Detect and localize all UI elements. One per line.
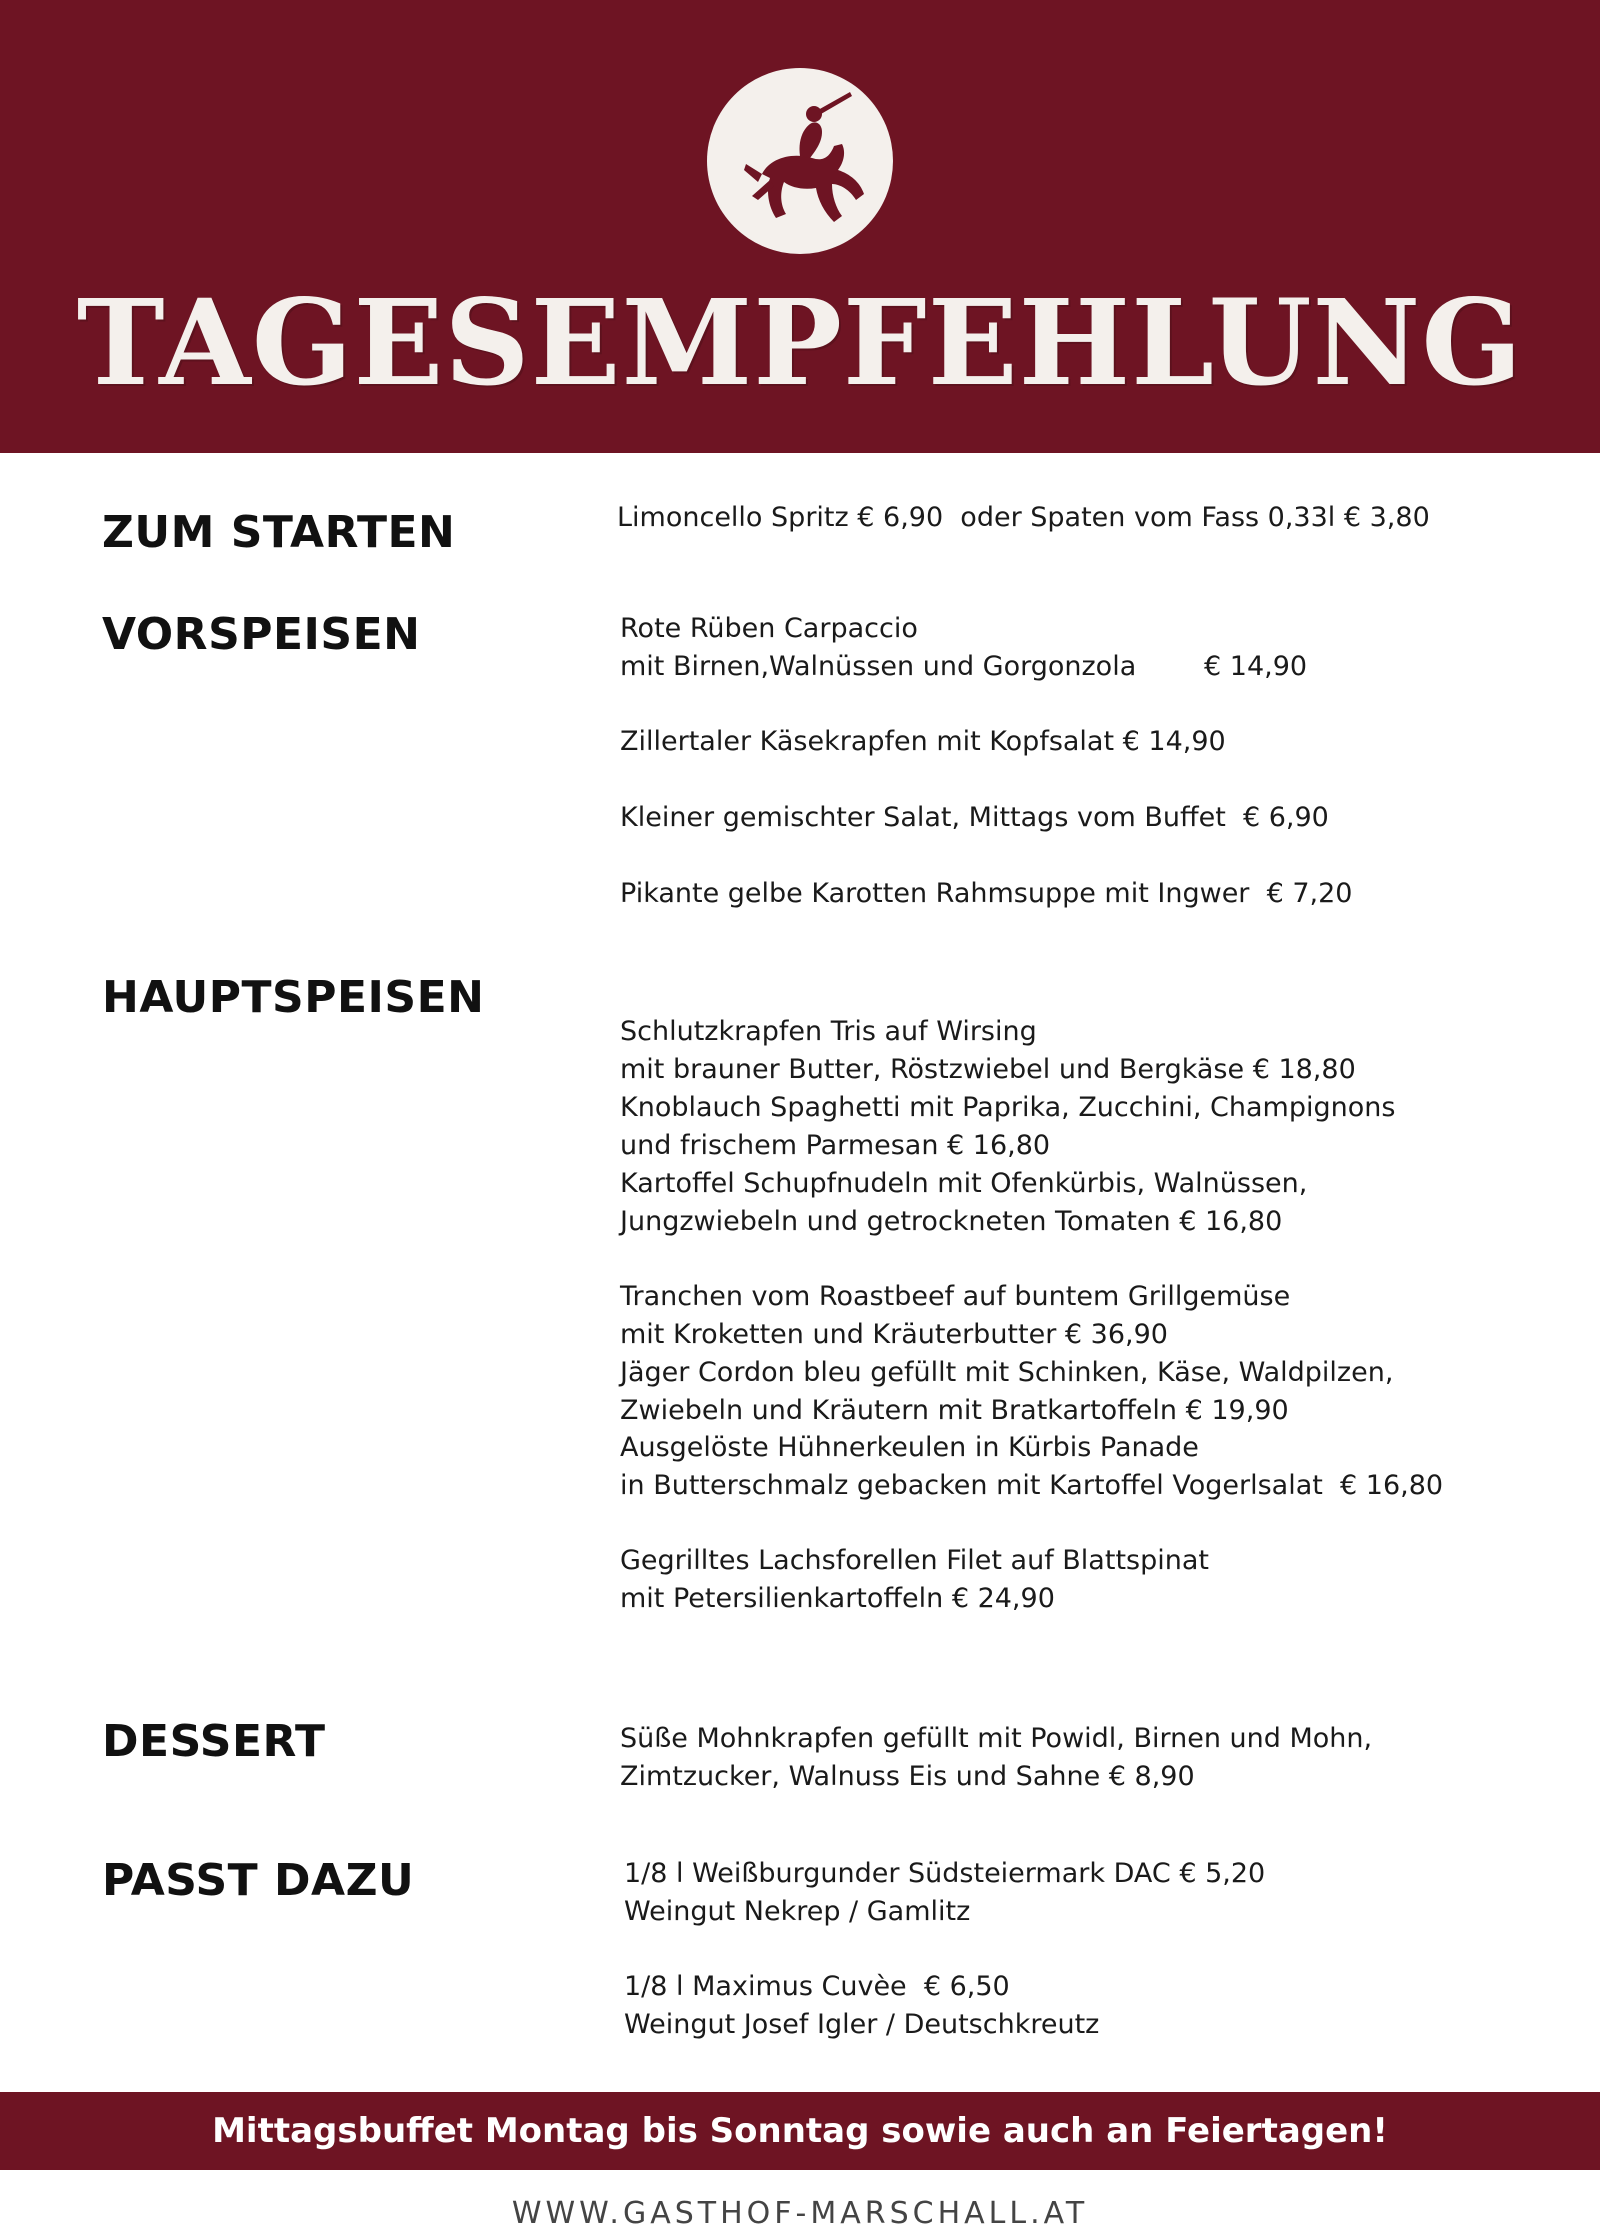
hauptspeise-line: Zwiebeln und Kräutern mit Bratkartoffeln € 19,90 xyxy=(620,1395,1289,1426)
hauptspeise-line: Knoblauch Spaghetti mit Paprika, Zucchini, Champignons xyxy=(620,1092,1396,1123)
hauptspeise-line: Schlutzkrapfen Tris auf Wirsing xyxy=(620,1016,1037,1047)
vorspeise-item-4: Pikante gelbe Karotten Rahmsuppe mit Ingwer € 7,20 xyxy=(620,878,1353,909)
hauptspeise-line: mit Kroketten und Kräuterbutter € 36,90 xyxy=(620,1319,1168,1350)
vorspeise-item-1-name: Rote Rüben Carpaccio xyxy=(620,613,918,644)
hauptspeise-line: Jäger Cordon bleu gefüllt mit Schinken, Käse, Waldpilzen, xyxy=(620,1357,1394,1388)
section-heading-passt-dazu: PASST DAZU xyxy=(102,1855,415,1906)
page-title: TAGESEMPFEHLUNG xyxy=(76,273,1524,412)
hauptspeise-line: Jungzwiebeln und getrockneten Tomaten € 16,80 xyxy=(620,1206,1283,1237)
dessert-line: Süße Mohnkrapfen gefüllt mit Powidl, Birnen und Mohn, xyxy=(620,1723,1373,1754)
section-heading-dessert: DESSERT xyxy=(102,1716,326,1767)
vorspeise-item-2: Zillertaler Käsekrapfen mit Kopfsalat € 14,90 xyxy=(620,726,1226,757)
dessert-line: Zimtzucker, Walnuss Eis und Sahne € 8,90 xyxy=(620,1761,1195,1792)
hauptspeise-line: mit brauner Butter, Röstzwiebel und Bergkäse € 18,80 xyxy=(620,1054,1356,1085)
vorspeise-item-1-price: € 14,90 xyxy=(1204,651,1308,682)
starten-line: Limoncello Spritz € 6,90 oder Spaten vom Fass 0,33l € 3,80 xyxy=(617,502,1430,533)
wine-line: Weingut Josef Igler / Deutschkreutz xyxy=(624,2009,1100,2040)
vorspeise-item-3: Kleiner gemischter Salat, Mittags vom Buffet € 6,90 xyxy=(620,802,1329,833)
wine-line: 1/8 l Weißburgunder Südsteiermark DAC € 5,20 xyxy=(624,1858,1266,1889)
wine-line: 1/8 l Maximus Cuvèe € 6,50 xyxy=(624,1971,1010,2002)
hauptspeise-line: in Butterschmalz gebacken mit Kartoffel Vogerlsalat € 16,80 xyxy=(620,1470,1444,1501)
vorspeise-item-1-desc: mit Birnen,Walnüssen und Gorgonzola xyxy=(620,651,1137,682)
footer-banner-text: Mittagsbuffet Montag bis Sonntag sowie auch an Feiertagen! xyxy=(212,2111,1388,2151)
hauptspeise-line: Kartoffel Schupfnudeln mit Ofenkürbis, Walnüssen, xyxy=(620,1168,1308,1199)
hauptspeise-line: und frischem Parmesan € 16,80 xyxy=(620,1130,1051,1161)
section-heading-hauptspeisen: HAUPTSPEISEN xyxy=(102,972,485,1023)
section-heading-starten: ZUM STARTEN xyxy=(102,507,456,558)
hauptspeise-line: Tranchen vom Roastbeef auf buntem Grillgemüse xyxy=(620,1281,1291,1312)
hauptspeise-line: Gegrilltes Lachsforellen Filet auf Blattspinat xyxy=(620,1545,1209,1576)
horse-rider-logo xyxy=(700,66,900,256)
wine-line: Weingut Nekrep / Gamlitz xyxy=(624,1896,971,1927)
website-link[interactable]: WWW.GASTHOF-MARSCHALL.AT xyxy=(511,2196,1089,2231)
section-heading-vorspeisen: VORSPEISEN xyxy=(102,609,421,660)
hauptspeise-line: Ausgelöste Hühnerkeulen in Kürbis Panade xyxy=(620,1432,1199,1463)
hauptspeise-line: mit Petersilienkartoffeln € 24,90 xyxy=(620,1583,1055,1614)
